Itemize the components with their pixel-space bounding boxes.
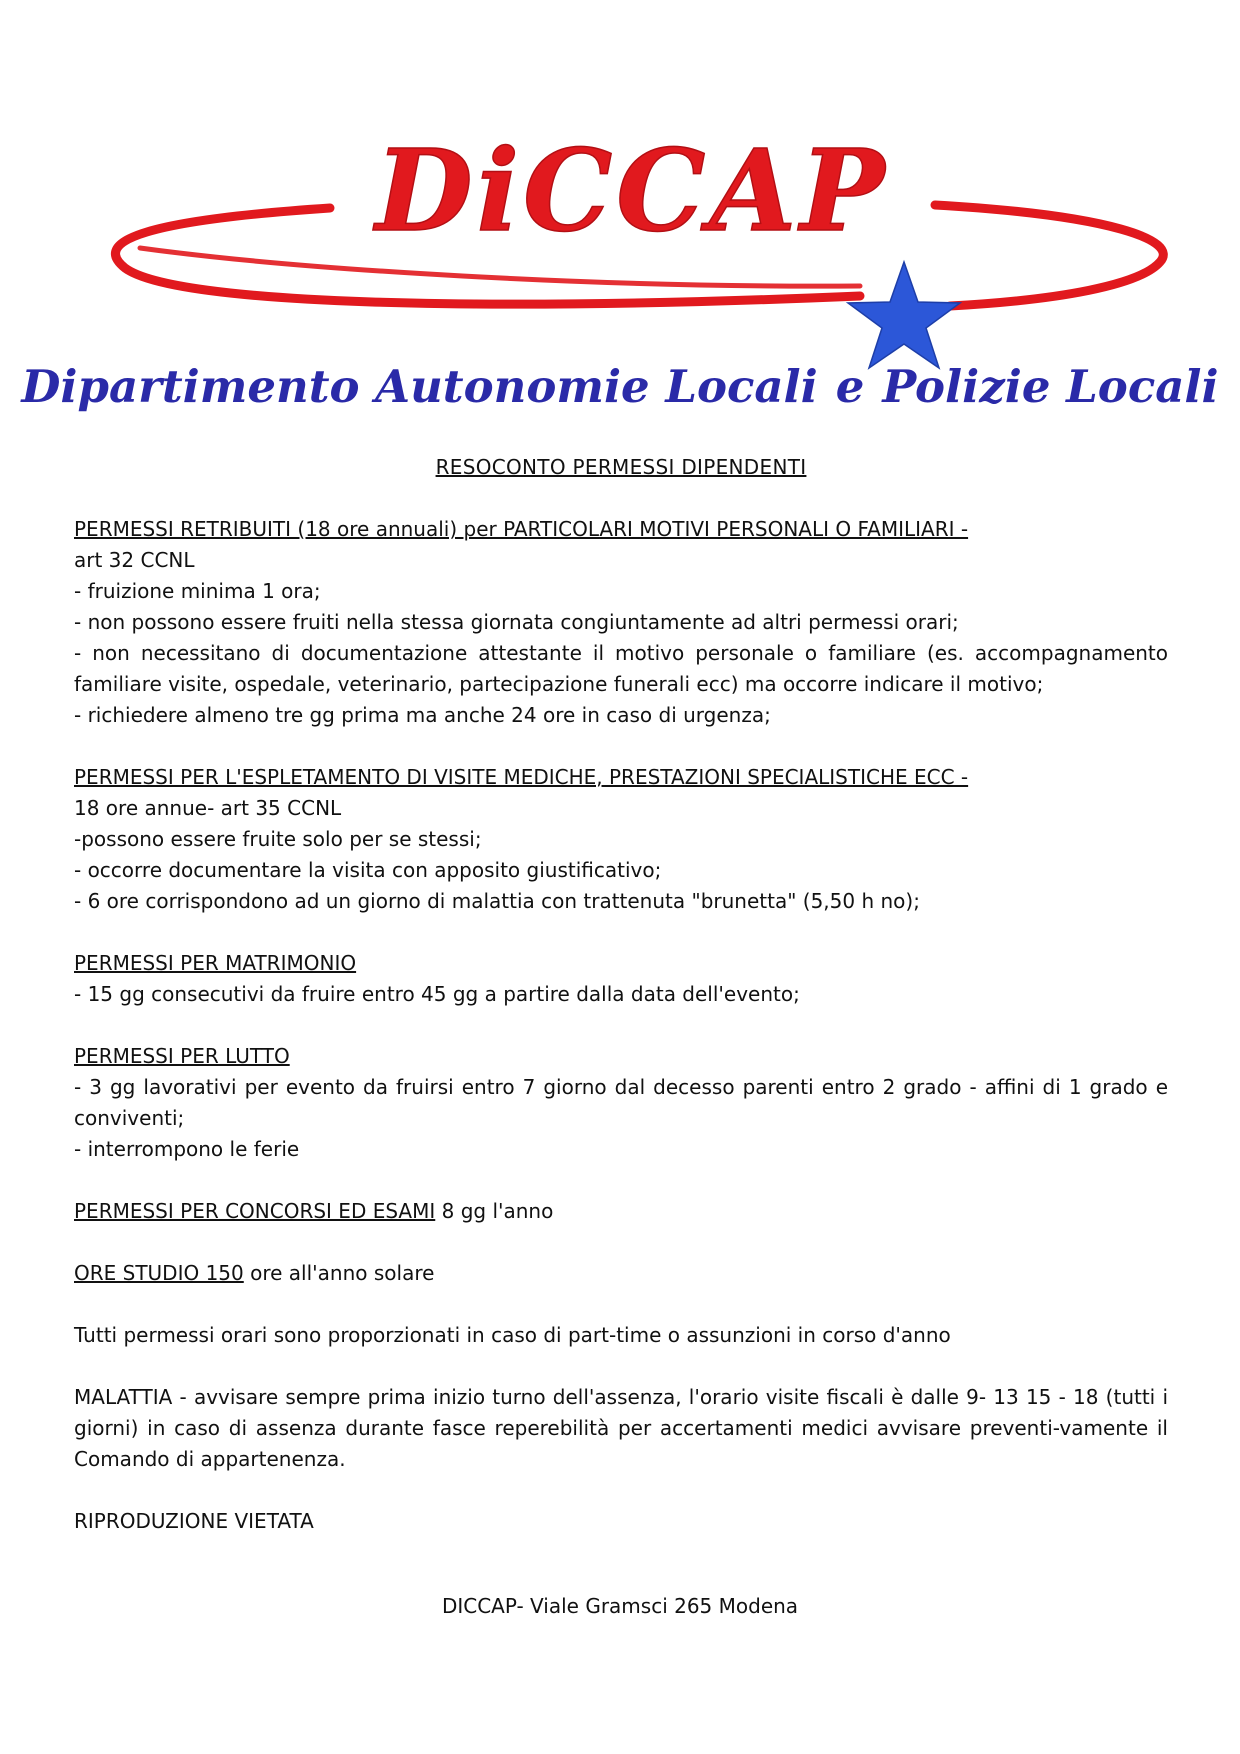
logo-wordmark: DiCCAP bbox=[375, 126, 889, 257]
section-heading: PERMESSI PER MATRIMONIO bbox=[74, 951, 357, 975]
section-line: - 15 gg consecutivi da fruire entro 45 gg a partire dalla data dell'evento; bbox=[74, 982, 800, 1006]
section-riproduzione bbox=[74, 1506, 1168, 1537]
section-concorsi bbox=[74, 1196, 1168, 1227]
section-heading: ORE STUDIO 150 bbox=[74, 1261, 244, 1285]
section-line: - non possono essere fruiti nella stessa giornata congiuntamente ad altri permessi orari; bbox=[74, 610, 959, 634]
document-body bbox=[74, 452, 1168, 1568]
section-line: - 3 gg lavorativi per evento da fruirsi entro 7 giorno dal decesso parenti entro 2 grado - affini di 1 grado e conviventi; bbox=[74, 1075, 1168, 1130]
section-matrimonio bbox=[74, 948, 1168, 1010]
section-line: - 6 ore corrispondono ad un giorno di malattia con trattenuta "brunetta" (5,50 h no); bbox=[74, 889, 920, 913]
section-heading: PERMESSI RETRIBUITI (18 ore annuali) per PARTICOLARI MOTIVI PERSONALI O FAMILIARI - bbox=[74, 517, 969, 541]
section-heading: PERMESSI PER CONCORSI ED ESAMI bbox=[74, 1199, 436, 1223]
section-line: - non necessitano di documentazione attestante il motivo personale o familiare (es. accompagnamento familiare visite, ospedale, veterinario, partecipazione funerali ecc) ma occorre indicare il motivo; bbox=[74, 641, 1168, 696]
star-icon bbox=[848, 262, 960, 368]
section-part-time bbox=[74, 1320, 1168, 1351]
page-title: RESOCONTO PERMESSI DIPENDENTI bbox=[435, 455, 807, 479]
section-line: - occorre documentare la visita con apposito giustificativo; bbox=[74, 858, 662, 882]
logo-swoosh-right bbox=[935, 205, 1163, 306]
logo-tagline: Dipartimento Autonomie Locali e Polizie Locali bbox=[21, 360, 1219, 413]
malattia-text: MALATTIA - avvisare sempre prima inizio turno dell'assenza, l'orario visite fiscali è dalle 9- 13 15 - 18 (tutti i giorni) in caso di assenza durante fasce reperebilità per accertamenti medici avvisare preventi-vamente il Comando di appartenenza. bbox=[74, 1385, 1168, 1471]
section-permessi-retribuiti bbox=[74, 514, 1168, 731]
section-heading: PERMESSI PER LUTTO bbox=[74, 1044, 290, 1068]
section-line: 18 ore annue- art 35 CCNL bbox=[74, 796, 342, 820]
section-line: art 32 CCNL bbox=[74, 548, 195, 572]
part-time-note: Tutti permessi orari sono proporzionati in caso di part-time o assunzioni in corso d'anno bbox=[74, 1323, 951, 1347]
section-malattia bbox=[74, 1382, 1168, 1475]
section-line: -possono essere fruite solo per se stessi; bbox=[74, 827, 482, 851]
section-text: ore all'anno solare bbox=[243, 1261, 435, 1285]
section-line: - fruizione minima 1 ora; bbox=[74, 579, 321, 603]
section-visite-mediche bbox=[74, 762, 1168, 917]
section-line: - richiedere almeno tre gg prima ma anche 24 ore in caso di urgenza; bbox=[74, 703, 771, 727]
section-line: - interrompono le ferie bbox=[74, 1137, 300, 1161]
footer-address: DICCAP- Viale Gramsci 265 Modena bbox=[441, 1594, 799, 1618]
riproduzione-vietata: RIPRODUZIONE VIETATA bbox=[74, 1509, 314, 1533]
section-text: 8 gg l'anno bbox=[435, 1199, 554, 1223]
section-ore-studio bbox=[74, 1258, 1168, 1289]
section-heading: PERMESSI PER L'ESPLETAMENTO DI VISITE MEDICHE, PRESTAZIONI SPECIALISTICHE ECC - bbox=[74, 765, 969, 789]
section-lutto bbox=[74, 1041, 1168, 1165]
